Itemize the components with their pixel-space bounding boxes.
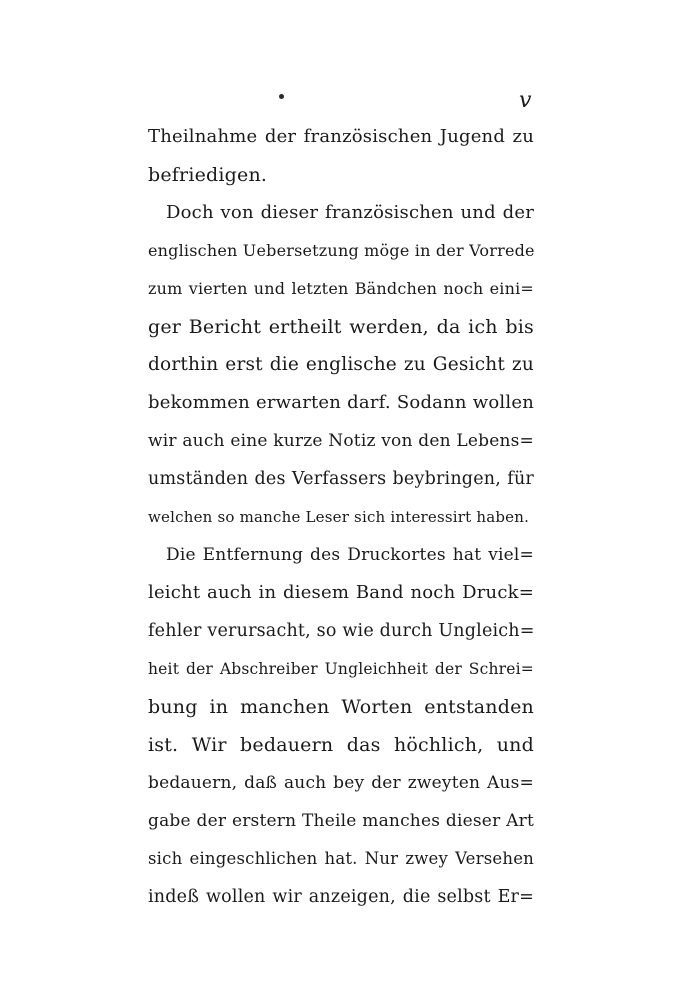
text-line: bedauern, daß auch bey der zweyten Aus=	[148, 773, 534, 793]
text-line: Doch von dieser französischen und der	[166, 202, 534, 223]
text-line: fehler verursacht, so wie durch Ungleich=	[148, 621, 535, 641]
text-line: befriedigen.	[148, 164, 268, 186]
text-line: zum vierten und letzten Bändchen noch eini=	[148, 279, 534, 298]
text-line: bung in manchen Worten entstanden	[148, 696, 534, 718]
text-line: ist. Wir bedauern das höchlich, und	[148, 734, 534, 756]
text-line: dorthin erst die englische zu Gesicht zu	[148, 354, 534, 375]
page-number: v	[519, 88, 532, 113]
text-line: bekommen erwarten darf. Sodann wollen	[148, 392, 534, 413]
text-line: heit der Abschreiber Ungleichheit der Schrei=	[148, 660, 534, 678]
text-line: leicht auch in diesem Band noch Druck=	[148, 582, 534, 603]
text-line: gabe der erstern Theile manches dieser Art	[148, 811, 534, 831]
text-line: Theilnahme der französischen Jugend zu	[148, 126, 534, 147]
text-line: sich eingeschlichen hat. Nur zwey Versehen	[148, 849, 534, 868]
text-line: Die Entfernung des Druckortes hat viel=	[166, 545, 534, 565]
text-line: welchen so manche Leser sich interessirt haben.	[148, 508, 530, 526]
text-line: wir auch eine kurze Notiz von den Lebens=	[148, 431, 534, 451]
text-line: ger Bericht ertheilt werden, da ich bis	[148, 316, 534, 338]
text-line: englischen Uebersetzung möge in der Vorrede	[148, 241, 535, 260]
text-line: umständen des Verfassers beybringen, für	[148, 469, 534, 489]
ink-dot	[279, 94, 284, 99]
text-line: indeß wollen wir anzeigen, die selbst Er=	[148, 887, 534, 907]
body-text	[148, 118, 534, 916]
